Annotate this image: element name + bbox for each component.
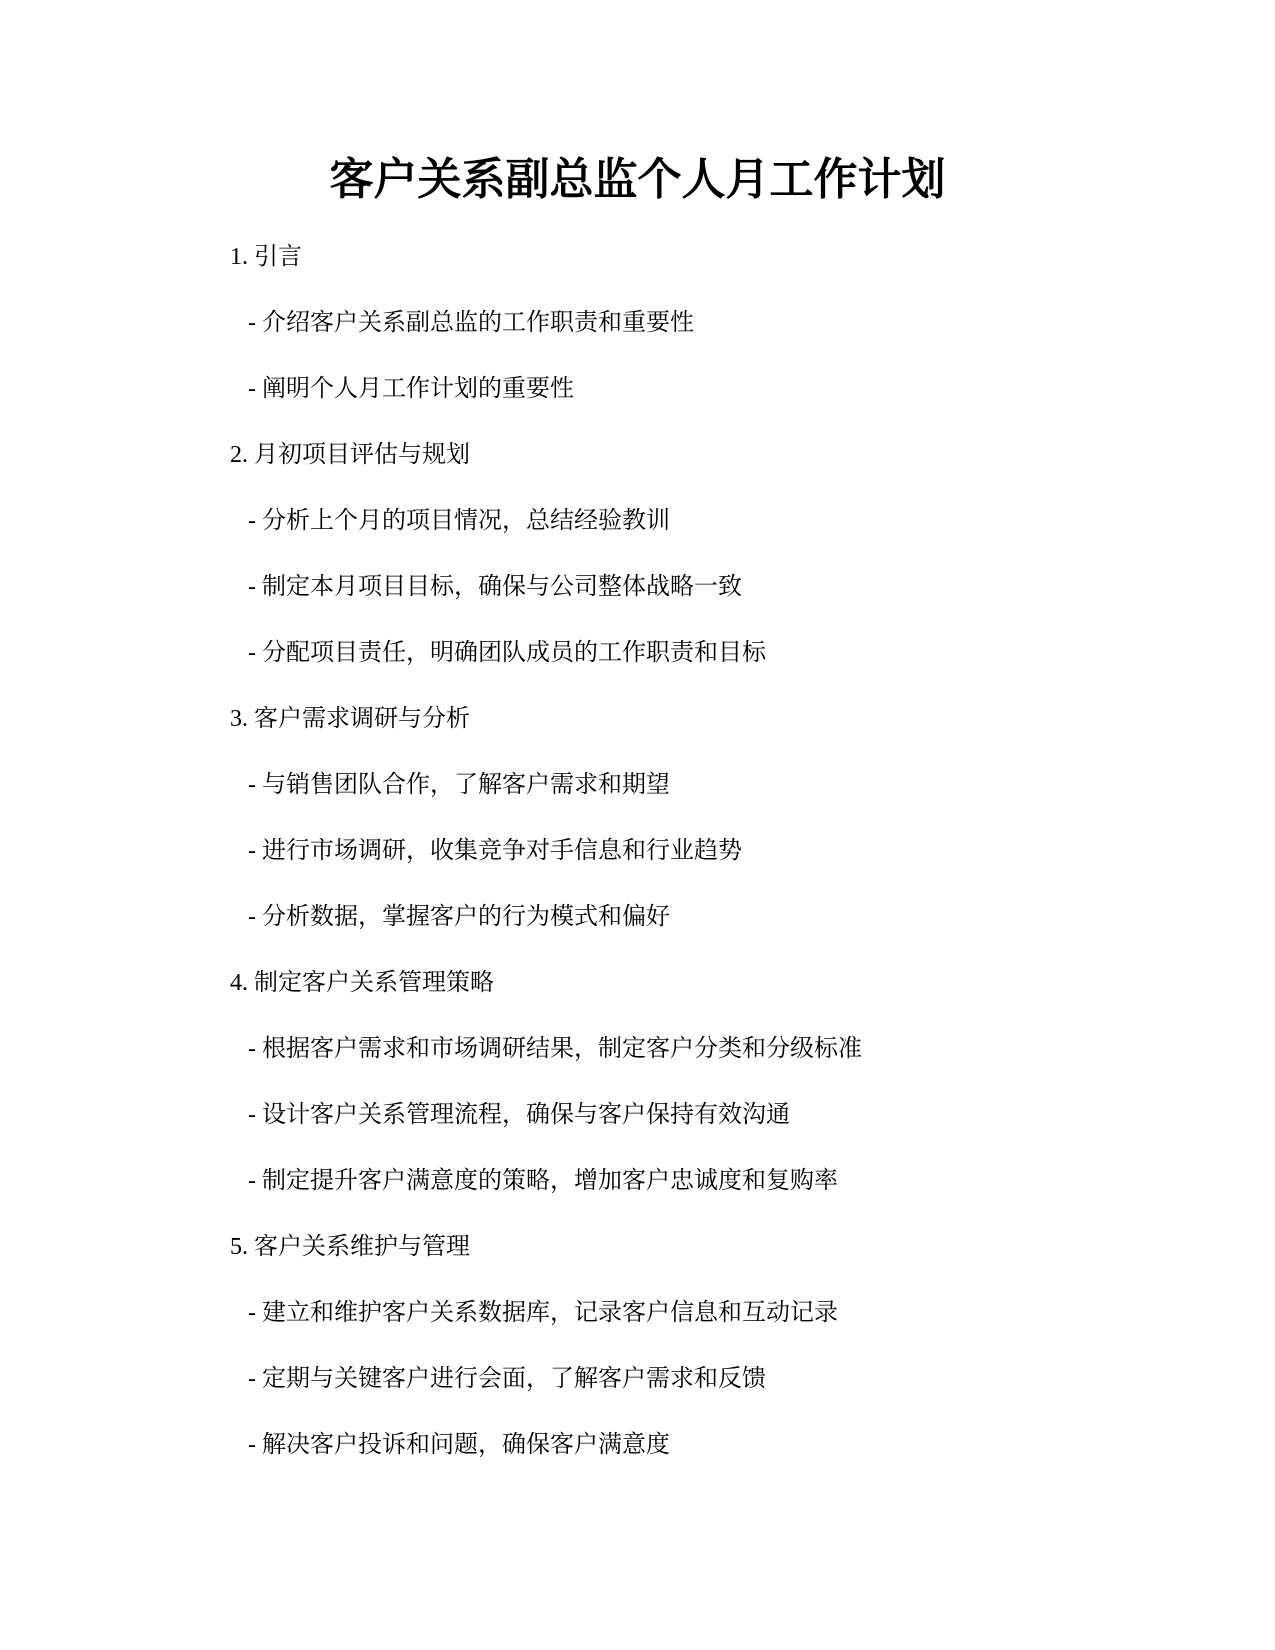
document-body — [230, 240, 1090, 1494]
section-heading-customer-research: 3. 客户需求调研与分析 — [230, 706, 470, 732]
section-heading-relationship-maintenance: 5. 客户关系维护与管理 — [230, 1234, 470, 1260]
list-item: - 解决客户投诉和问题，确保客户满意度 — [248, 1432, 670, 1458]
list-item: - 进行市场调研，收集竞争对手信息和行业趋势 — [248, 838, 742, 864]
list-item: - 设计客户关系管理流程，确保与客户保持有效沟通 — [248, 1102, 790, 1128]
list-item: - 建立和维护客户关系数据库，记录客户信息和互动记录 — [248, 1300, 838, 1326]
list-item: - 介绍客户关系副总监的工作职责和重要性 — [248, 310, 694, 336]
list-item: - 定期与关键客户进行会面，了解客户需求和反馈 — [248, 1366, 766, 1392]
list-item: - 阐明个人月工作计划的重要性 — [248, 376, 574, 402]
section-heading-crm-strategy: 4. 制定客户关系管理策略 — [230, 970, 494, 996]
list-item: - 分析上个月的项目情况，总结经验教训 — [248, 508, 670, 534]
page-title: 客户关系副总监个人月工作计划 — [329, 154, 946, 205]
list-item: - 制定提升客户满意度的策略，增加客户忠诚度和复购率 — [248, 1168, 838, 1194]
section-heading-intro: 1. 引言 — [230, 244, 302, 270]
list-item: - 根据客户需求和市场调研结果，制定客户分类和分级标准 — [248, 1036, 862, 1062]
list-item: - 分析数据，掌握客户的行为模式和偏好 — [248, 904, 670, 930]
list-item: - 与销售团队合作，了解客户需求和期望 — [248, 772, 670, 798]
section-heading-project-planning: 2. 月初项目评估与规划 — [230, 442, 470, 468]
list-item: - 分配项目责任，明确团队成员的工作职责和目标 — [248, 640, 766, 666]
list-item: - 制定本月项目目标，确保与公司整体战略一致 — [248, 574, 742, 600]
